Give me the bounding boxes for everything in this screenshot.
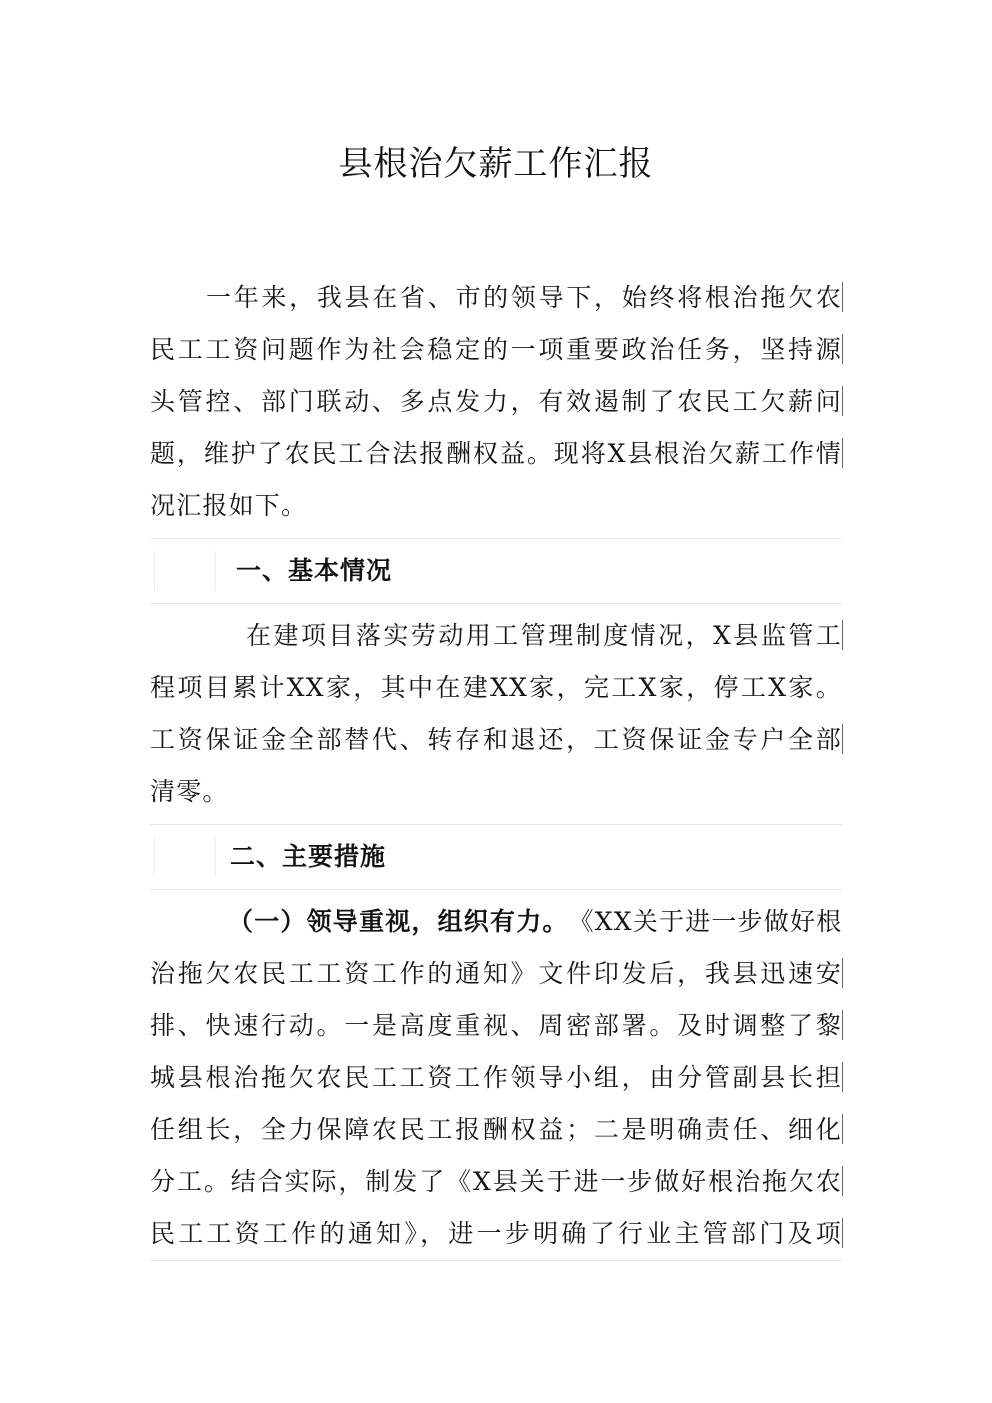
document-body [150, 272, 842, 1261]
heading-marker [154, 551, 216, 591]
paragraph-line: 程项目累计XX家，其中在建XX家，完工X家，停工X家。 [150, 673, 842, 702]
paragraph-line: 头管控、部门联动、多点发力，有效遏制了农民工欠薪问 [150, 387, 842, 416]
paragraph-line: 分工。结合实际，制发了《X县关于进一步做好根治拖欠农 [150, 1167, 842, 1196]
section-heading-row [150, 824, 842, 890]
section-heading: 二、主要措施 [230, 842, 387, 871]
paragraph-line: 清零。 [150, 777, 229, 806]
margin-rule [842, 1114, 843, 1144]
intro-paragraph [150, 272, 842, 532]
paragraph-line: 城县根治拖欠农民工工资工作领导小组，由分管副县长担 [150, 1063, 842, 1092]
margin-rule [842, 334, 843, 364]
bottom-divider [150, 1260, 842, 1261]
document-title: 县根治欠薪工作汇报 [338, 144, 654, 184]
paragraph-line: 民工工资工作的通知》，进一步明确了行业主管部门及项 [150, 1219, 842, 1248]
margin-rule [842, 1010, 843, 1040]
margin-rule [842, 1166, 843, 1196]
paragraph-line: 况汇报如下。 [150, 491, 308, 520]
section1-paragraph [150, 610, 842, 818]
paragraph-line [150, 896, 842, 948]
margin-rule [842, 958, 843, 988]
margin-rule [842, 724, 843, 754]
paragraph-text: 《XX关于进一步做好根 [568, 907, 842, 936]
paragraph-line: 排、快速行动。一是高度重视、周密部署。及时调整了黎 [150, 1011, 842, 1040]
margin-rule [842, 620, 843, 650]
margin-rule [842, 386, 843, 416]
paragraph-line: 任组长，全力保障农民工报酬权益；二是明确责任、细化 [150, 1115, 842, 1144]
heading-marker [154, 837, 216, 877]
paragraph-line: 治拖欠农民工工资工作的通知》文件印发后，我县迅速安 [150, 959, 842, 988]
section-heading-row [150, 538, 842, 604]
margin-rule [842, 282, 843, 312]
margin-rule [842, 438, 843, 468]
paragraph-line: 题，维护了农民工合法报酬权益。现将X县根治欠薪工作情 [150, 439, 842, 468]
paragraph-line: 一年来，我县在省、市的领导下，始终将根治拖欠农 [206, 283, 842, 312]
paragraph-line: 民工工资问题作为社会稳定的一项重要政治任务，坚持源 [150, 335, 842, 364]
margin-rule [842, 1218, 843, 1248]
paragraph-line: 工资保证金全部替代、转存和退还，工资保证金专户全部 [150, 725, 842, 754]
margin-rule [842, 1062, 843, 1092]
section2-paragraph [150, 896, 842, 1261]
subsection-lead: （一）领导重视，组织有力。 [228, 907, 569, 936]
section-heading: 一、基本情况 [236, 556, 393, 585]
paragraph-line: 在建项目落实劳动用工管理制度情况，X县监管工 [246, 621, 842, 650]
